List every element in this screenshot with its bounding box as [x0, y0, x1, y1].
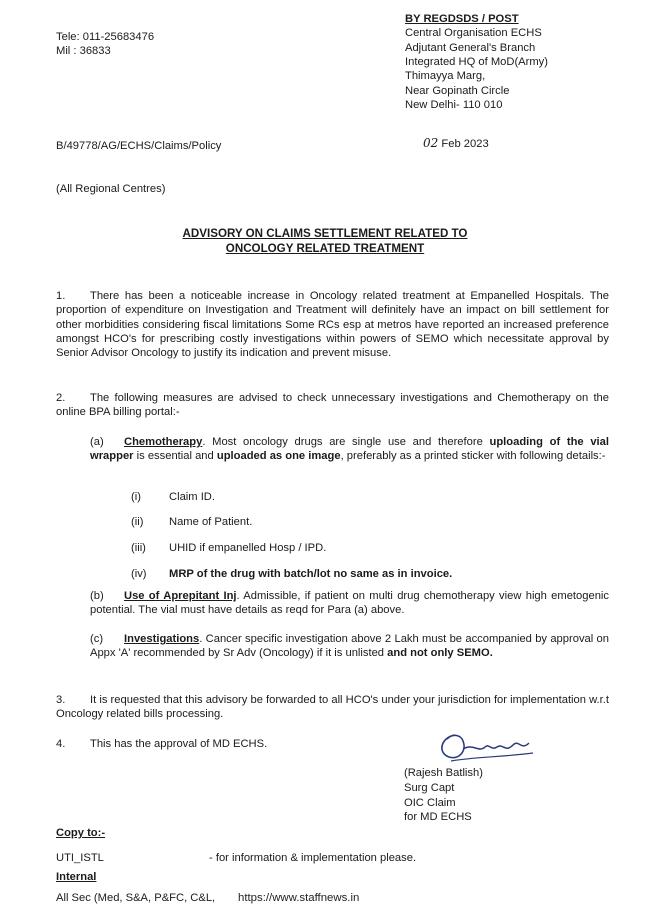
- address-line: Integrated HQ of MoD(Army): [405, 55, 548, 68]
- contact-block: [56, 30, 154, 59]
- detail-text: MRP of the drug with batch/lot no same as in invoice.: [169, 568, 453, 580]
- title-line-2: ONCOLOGY RELATED TREATMENT: [225, 241, 425, 255]
- subpara-bold-text: uploaded as one image: [216, 450, 341, 463]
- letter-date: [423, 136, 489, 151]
- subpara-label: (a): [90, 436, 104, 448]
- watermark-url: https://www.staffnews.in: [238, 892, 360, 904]
- sender-address-block: [405, 12, 548, 112]
- subpara-label: (b): [90, 590, 104, 602]
- detail-item: [131, 541, 326, 555]
- para-text: The following measures are advised to check unnecessary investigations and Chemotherapy on the online BPA billing portal:-: [56, 392, 609, 419]
- dispatch-mode: BY REGDSDS / POST: [405, 13, 519, 25]
- address-line: Central Organisation ECHS: [405, 27, 542, 40]
- para-text: This has the approval of MD ECHS.: [90, 738, 268, 750]
- signatory-rank: Surg Capt: [404, 781, 455, 794]
- subpara-text: . Most oncology drugs are single use and therefore: [202, 436, 490, 448]
- document-title: [0, 227, 650, 257]
- para-text: It is requested that this advisory be forwarded to all HCO's under your jurisdiction for implementation w.r.t Oncology related bills processing.: [56, 694, 609, 721]
- detail-text: Name of Patient.: [169, 516, 253, 528]
- detail-num: (iv): [131, 568, 147, 580]
- address-line: Thimayya Marg,: [405, 70, 486, 83]
- copy-purpose: - for information & implementation please.: [209, 852, 417, 864]
- subpara-text: . Admissible, if patient on multi drug chemotherapy view high emetogenic potential. The vial must have details as reqd for Para (a) above.: [90, 590, 609, 617]
- signatory-for: for MD ECHS: [404, 811, 472, 824]
- internal-heading: Internal: [56, 871, 97, 883]
- subpara-b: [90, 589, 609, 618]
- paragraph-3: [56, 693, 609, 722]
- address-line: Near Gopinath Circle: [405, 84, 510, 97]
- signature-scrawl: [433, 727, 541, 767]
- subpara-bold-text: and not only SEMO.: [387, 647, 493, 660]
- copy-to-heading: Copy to:-: [56, 827, 106, 839]
- subpara-heading: Chemotherapy: [124, 436, 203, 448]
- subpara-c: [90, 632, 609, 661]
- detail-item: [131, 515, 252, 529]
- title-line-1: ADVISORY ON CLAIMS SETTLEMENT RELATED TO: [182, 227, 468, 240]
- detail-num: (i): [131, 491, 141, 503]
- para-number: 3.: [56, 694, 66, 706]
- reference-number: B/49778/AG/ECHS/Claims/Policy: [56, 140, 222, 152]
- subpara-heading: Investigations: [124, 633, 200, 645]
- signature-block: [404, 766, 483, 825]
- detail-num: (ii): [131, 516, 144, 528]
- detail-item: [131, 567, 452, 581]
- detail-num: (iii): [131, 542, 146, 554]
- subpara-label: (c): [90, 633, 104, 645]
- paragraph-2: [56, 391, 609, 420]
- detail-text: Claim ID.: [169, 491, 215, 503]
- para-number: 4.: [56, 738, 66, 750]
- detail-text: UHID if empanelled Hosp / IPD.: [169, 542, 327, 554]
- paragraph-1: [56, 289, 609, 361]
- tele-number: Tele: 011-25683476: [56, 31, 155, 43]
- date-month-year: Feb 2023: [438, 138, 489, 150]
- address-line: New Delhi- 110 010: [405, 98, 503, 111]
- para-number: 2.: [56, 392, 66, 404]
- subpara-heading: Use of Aprepitant Inj: [124, 590, 237, 602]
- address-line: Adjutant General's Branch: [405, 41, 536, 54]
- subpara-text: , preferably as a printed sticker with following details:-: [340, 450, 606, 463]
- detail-item: [131, 490, 215, 504]
- internal-recipients: All Sec (Med, S&A, P&FC, C&L,: [56, 892, 216, 904]
- date-day-handwritten: 02: [423, 136, 439, 150]
- signatory-name: (Rajesh Batlish): [404, 767, 483, 779]
- para-text: There has been a noticeable increase in Oncology related treatment at Empanelled Hospitals. The proportion of expenditure on Investigation and Treatment will definitely have an impact on bill settlement for other morbidities considering fiscal limitations Some RCs esp at metros have reported an increased preference amongst HCO's for prescribing costly investigations within powers of SEMO which necessitate approval by Senior Advisor Oncology to justify its indication and prevent misuse.: [56, 290, 609, 360]
- subpara-a: [90, 435, 609, 464]
- copy-recipient: UTI_ISTL: [56, 852, 104, 864]
- signatory-post: OIC Claim: [404, 796, 456, 809]
- subpara-bold-text: uploading of the vial wrapper: [90, 436, 609, 463]
- subpara-text: . Cancer specific investigation above 2 Lakh must be accompanied by approval on Appx 'A' recommended by Sr Adv (Oncology) if it is unlisted: [90, 633, 609, 660]
- subpara-text: is essential and: [133, 450, 217, 463]
- mil-number: Mil : 36833: [56, 45, 111, 58]
- addressee: (All Regional Centres): [56, 183, 166, 195]
- para-number: 1.: [56, 290, 66, 302]
